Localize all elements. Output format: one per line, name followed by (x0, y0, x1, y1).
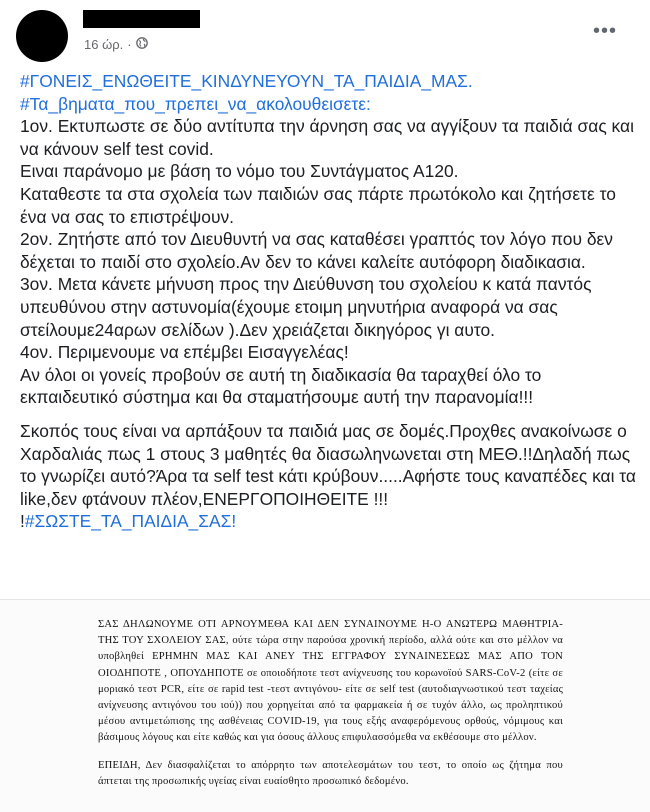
hashtag-link[interactable]: #ΣΩΣΤΕ_ΤΑ_ΠΑΙΔΙΑ_ΣΑΣ! (24, 511, 237, 532)
globe-icon[interactable] (136, 37, 148, 52)
post-paragraph: 1ον. Εκτυπωστε σε δύο αντίτυπα την άρνηση σας να αγγίξουν τα παιδιά σας και να κάνουν self test covid. Ειναι παράνομο με βάση το νόμο του Συντάγματος Α120. Καταθεστε τα στα σχολεία των παιδιών σας πάρτε πρωτόκολο και ζητήσετε το ένα να σας το επιστρέψουν. 2ον. Ζητήστε από τον Διευθυντή να σας καταθέσει γραπτός τον λόγο που δεν δέχεται το παιδί στο σχολείο.Αν δεν το κάνει καλείτε αυτόφορη διαδικασια. 3ον. Μετα κάνετε μήνυση προς την Διεύθυνση του σχολείου κ κατά παντός υπευθύνου στην αστυνομία(έχουμε ετοιμη μηνυτήρια αναφορά να σας στείλουμε24αρων σελίδων ).Δεν χρειάζεται δικηγόρος γι αυτο. 4ον. Περιμενουμε να επέμβει Εισαγγελέας! Αν όλοι οι γονείς προβούν σε αυτή τη διαδικασία θα ταραχθεί όλο το εκπαιδευτικό σύστημα και θα σταματήσουμε αυτή την παρανομία!!! (20, 116, 634, 408)
document-text (98, 617, 563, 790)
more-options-icon[interactable]: ••• (593, 20, 618, 42)
meta-separator: · (127, 37, 132, 52)
author-name-redacted[interactable] (83, 10, 200, 28)
post-paragraph: Σκοπός τους είναι να αρπάξουν τα παιδιά μας σε δομές.Προχθες ανακοίνωσε ο Χαρδαλιάς πως 1 στους 3 μαθητές θα διασωληνωνεται στη ΜΕΘ.!!Δηλαδή πως το γνωρίζει αυτό?Άρα τα self test κάτι κρύβουν.....Αφήστε τους καναπέδες και τα like,δεν φτάνουν πλέον,ΕΝΕΡΓΟΠΟΙΗΘΕΙΤΕ !!! (20, 420, 636, 509)
avatar[interactable] (16, 10, 68, 62)
hashtag-link[interactable]: #ΓΟΝΕΙΣ_ΕΝΩΘΕΙΤΕ_ΚΙΝΔΥΝΕΥΟΥΝ_ΤΑ_ΠΑΙΔΙΑ_ΜΑΣ. (20, 71, 473, 91)
hashtag-link[interactable]: #Τα_βηματα_που_πρεπει_να_ακολουθεισετε: (20, 93, 371, 114)
post-meta (84, 37, 148, 52)
document-paragraph: ΣΑΣ ΔΗΛΩΝΟΥΜΕ ΟΤΙ ΑΡΝΟΥΜΕΘΑ ΚΑΙ ΔΕΝ ΣΥΝΑΙΝΟΥΜΕ Η-Ο ΑΝΩΤΕΡΩ ΜΑΘΗΤΡΙΑ-ΤΗΣ ΤΟΥ ΣΧΟΛΕΙΟΥ ΣΑΣ, ούτε τώρα στην παρούσα χρονική περίοδο, αλλά ούτε και στο μέλλον να υποβληθεί ΕΡΗΜΗΝ ΜΑΣ ΚΑΙ ΑΝΕΥ ΤΗΣ ΕΓΓΡΑΦΟΥ ΣΥΝΑΙΝΕΣΕΩΣ ΜΑΣ ΑΠΟ ΤΟΝ ΟΙΟΔΗΠΟΤΕ , ΟΠΟΥΔΗΠΟΤΕ σε οποιοδήποτε τεστ ανίχνευσης του κορωνοϊού SARS-CoV-2 (είτε σε μοριακό τεστ PCR, είτε σε rapid test -τεστ αντιγόνου- είτε σε self test (αυτοδιαγνωστικού τεστ ταχείας ανίχνευσης αντιγόνου του ιού)) που χορηγείται από τα φαρμακεία ή σε τυχόν άλλο, ως προληπτικού μέσου αντιμετώπισης της ασθένειας COVID-19, για τους εξής αναφερόμενους ορθούς, νόμιμους και βάσιμους λόγους και είτε καθώς και για όσους άλλους επιφυλασσόμεθα να εκθέσουμε στο μέλλον. (98, 619, 563, 744)
post-final-line (20, 510, 640, 533)
attached-document-image[interactable] (0, 599, 650, 812)
post-header (0, 0, 650, 64)
exclamation-prefix: ! (20, 511, 25, 532)
document-paragraph: ΕΠΕΙΔΗ, Δεν διασφαλίζεται το απόρρητο των αποτελεσμάτων του τεστ, το οποίο ως ζήτημα που άπτεται της προσωπικής υγείας είναι ευαίσθητο προσωπικό δεδομένο. (98, 759, 563, 787)
post-body (20, 70, 640, 533)
post-timestamp[interactable]: 16 ώρ. (84, 37, 124, 52)
